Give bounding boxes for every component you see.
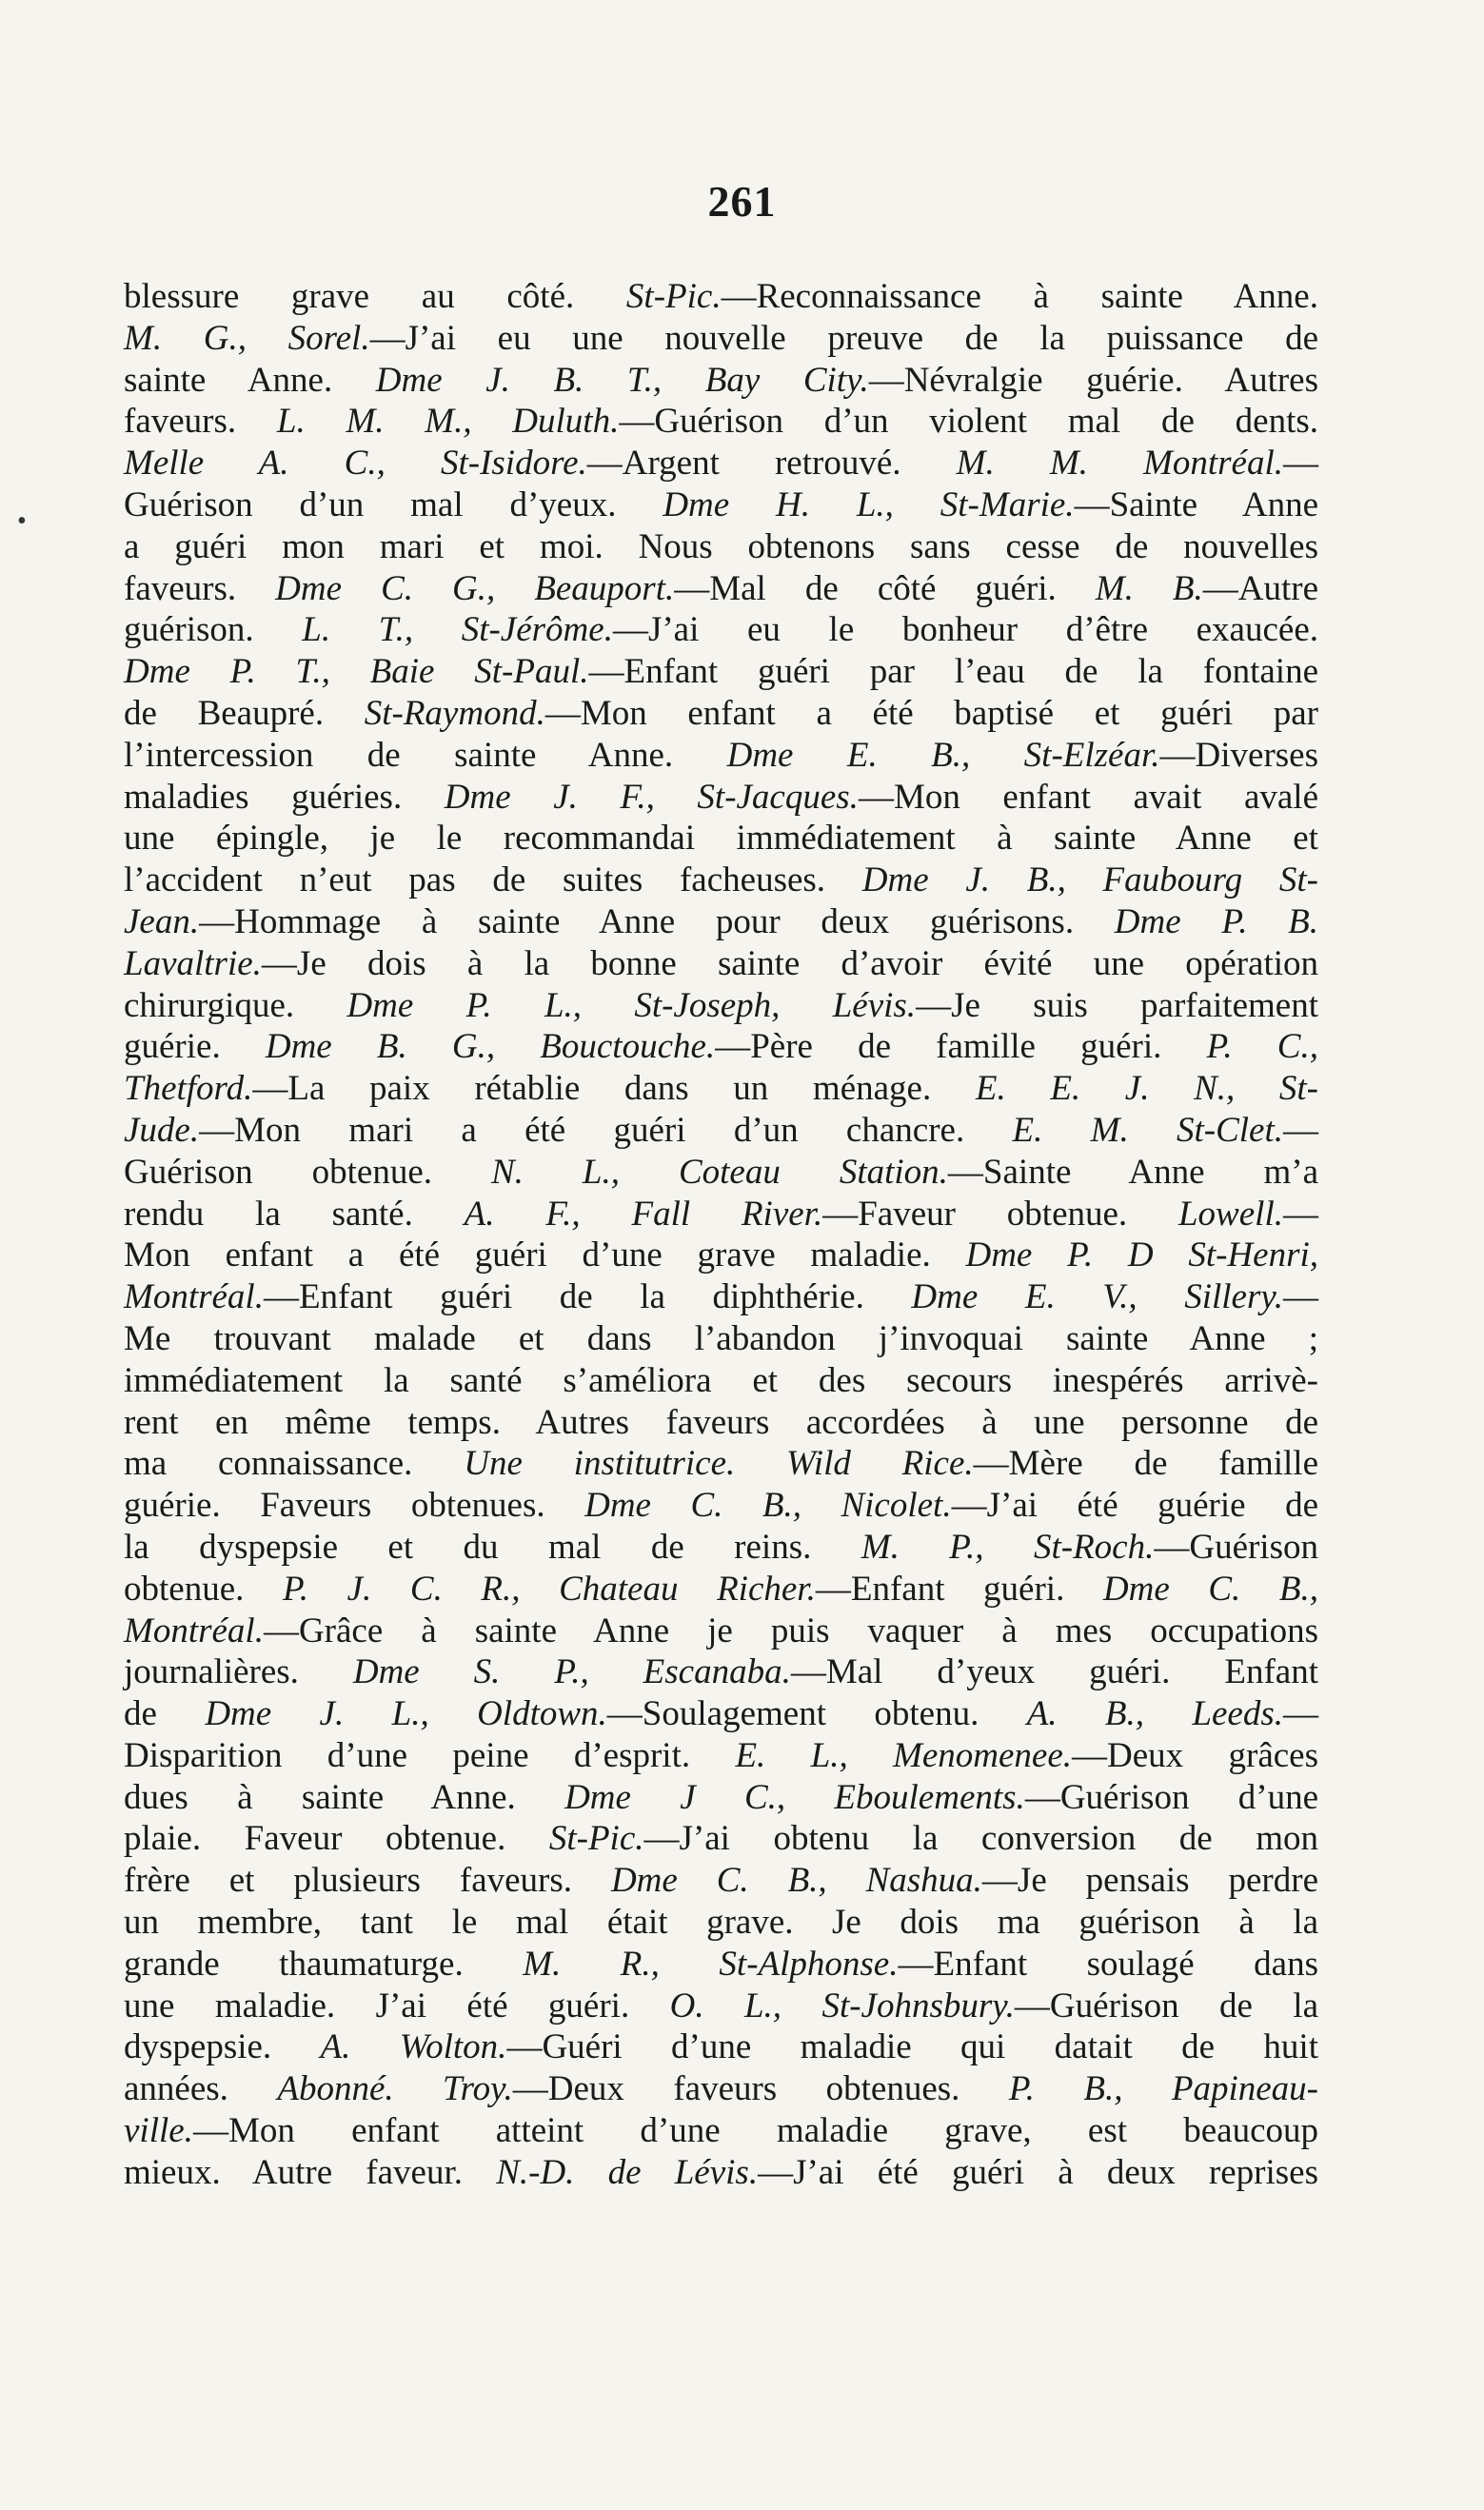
text-segment: —J’ai obtenu la conversion de mon	[643, 1819, 1318, 1859]
italic-reference: Jude.	[124, 1110, 200, 1150]
italic-reference: Lowell.	[1177, 1194, 1283, 1234]
italic-reference: St-Pic.	[625, 277, 722, 316]
italic-reference: Dme H. L., St-Marie.	[663, 484, 1075, 524]
italic-reference: A. Wolton.	[320, 2027, 507, 2067]
text-segment: Mon enfant a été guéri d’une grave maladie.	[124, 1235, 966, 1275]
text-segment: —Deux grâces	[1072, 1735, 1318, 1775]
text-line	[124, 443, 1318, 484]
text-segment: —Sainte Anne m’a	[947, 1152, 1318, 1192]
text-segment: chirurgique.	[124, 985, 347, 1025]
text-segment: rendu la santé.	[124, 1194, 465, 1234]
text-segment: rent en même temps. Autres faveurs accordées à une personne de	[124, 1402, 1318, 1442]
italic-reference: Montréal.	[124, 1277, 264, 1317]
text-segment: —Père de famille guéri.	[715, 1027, 1207, 1067]
text-segment: —J’ai eu le bonheur d’être exaucée.	[612, 610, 1318, 650]
italic-reference: St-Pic.	[548, 1819, 644, 1859]
italic-reference: Melle A. C., St-Isidore.	[124, 444, 587, 484]
italic-reference: E. E. J. N., St-	[975, 1069, 1319, 1109]
italic-reference: L. M. M., Duluth.	[276, 402, 620, 442]
text-segment: —Mon enfant atteint d’une maladie grave, est beaucoup	[192, 2111, 1318, 2151]
italic-reference: Lavaltrie.	[124, 943, 262, 983]
text-segment: —Diverses	[1159, 735, 1318, 775]
text-segment: Guérison obtenue.	[124, 1152, 491, 1192]
italic-reference: Dme E. B., St-Elzéar.	[726, 735, 1160, 775]
text-segment: —Enfant guéri par l’eau de la fontaine	[588, 652, 1319, 692]
text-line	[124, 735, 1318, 777]
text-segment: obtenue.	[124, 1569, 283, 1609]
text-segment: grande thaumaturge.	[124, 1944, 524, 1984]
text-line	[124, 1276, 1318, 1318]
text-line	[124, 1986, 1318, 2027]
text-line	[124, 1026, 1318, 1068]
italic-reference: M. B.	[1095, 568, 1203, 608]
text-line	[124, 1777, 1318, 1819]
text-segment: —Je pensais perdre	[981, 1861, 1318, 1901]
text-line	[124, 1360, 1318, 1402]
text-line	[124, 651, 1318, 693]
text-segment: —Mon mari a été guéri d’un chancre.	[199, 1110, 1013, 1150]
text-line	[124, 276, 1318, 318]
text-segment: guérie.	[124, 1027, 266, 1067]
text-line	[124, 1402, 1318, 1444]
text-segment: —Soulagement obtenu.	[606, 1694, 1027, 1734]
italic-reference: M. R., St-Alphonse.	[523, 1944, 899, 1984]
text-segment: la dyspepsie et du mal de reins.	[124, 1527, 861, 1567]
text-segment: —Argent retrouvé.	[586, 444, 957, 484]
text-line	[124, 1194, 1318, 1235]
text-segment: —Je dois à la bonne sainte d’avoir évité une opération	[261, 943, 1318, 983]
text-line	[124, 777, 1318, 819]
text-segment: —Sainte Anne	[1074, 484, 1318, 524]
italic-reference: Dme J. F., St-Jacques.	[444, 777, 859, 817]
text-line	[124, 401, 1318, 443]
text-segment: Me trouvant malade et dans l’abandon j’invoquai sainte Anne ;	[124, 1318, 1318, 1358]
text-line	[124, 693, 1318, 735]
italic-reference: Dme C. B., Nashua.	[610, 1861, 982, 1901]
italic-reference: Dme C. B., Nicolet.	[584, 1486, 952, 1526]
text-line	[124, 1860, 1318, 1902]
italic-reference: Dme P. T., Baie St-Paul.	[124, 652, 589, 692]
text-segment: —Guéri d’une maladie qui datait de huit	[506, 2027, 1318, 2067]
text-segment: —	[1282, 1194, 1318, 1234]
text-segment: l’intercession de sainte Anne.	[124, 735, 727, 775]
italic-reference: N.-D. de Lévis.	[496, 2152, 759, 2192]
text-segment: —J’ai été guérie de	[951, 1486, 1318, 1526]
text-segment: —La paix rétablie dans un ménage.	[252, 1069, 976, 1109]
text-segment: —Névralgie guérie. Autres	[868, 360, 1318, 400]
italic-reference: Dme J. B., Faubourg St-	[861, 860, 1318, 900]
text-line	[124, 901, 1318, 943]
italic-reference: Thetford.	[124, 1069, 253, 1109]
text-line	[124, 1318, 1318, 1360]
text-line	[124, 943, 1318, 985]
text-segment: années.	[124, 2069, 278, 2109]
text-line	[124, 2026, 1318, 2068]
text-segment: faveurs.	[124, 402, 277, 442]
text-segment: —Reconnaissance à sainte Anne.	[721, 277, 1318, 316]
text-line	[124, 1818, 1318, 1860]
text-segment: —	[1283, 1110, 1318, 1150]
text-line	[124, 1944, 1318, 1986]
text-segment: —	[1283, 444, 1318, 484]
text-segment: de	[124, 1694, 206, 1734]
text-line	[124, 1569, 1318, 1611]
italic-reference: Abonné. Troy.	[277, 2069, 513, 2109]
text-segment: une maladie. J’ai été guéri.	[124, 1986, 670, 2026]
text-segment: —Guérison	[1154, 1527, 1318, 1567]
text-segment: dues à sainte Anne.	[124, 1777, 565, 1817]
text-line	[124, 318, 1318, 360]
italic-reference: P. B., Papineau-	[1008, 2069, 1319, 2109]
text-segment: ma connaissance.	[124, 1444, 465, 1484]
text-line	[124, 568, 1318, 610]
text-line	[124, 860, 1318, 901]
text-segment: —Mon enfant avait avalé	[858, 777, 1318, 817]
italic-reference: E. L., Menomenee.	[735, 1735, 1073, 1775]
text-segment: faveurs.	[124, 568, 276, 608]
text-line	[124, 360, 1318, 402]
text-segment: une épingle, je le recommandai immédiatement à sainte Anne et	[124, 819, 1318, 859]
text-line	[124, 818, 1318, 860]
text-line	[124, 1068, 1318, 1110]
italic-reference: A. F., Fall River.	[464, 1194, 823, 1234]
text-segment: de Beaupré.	[124, 693, 365, 733]
text-segment: immédiatement la santé s’améliora et des secours inespérés arrivè-	[124, 1360, 1318, 1400]
text-segment: —Guérison d’un violent mal de dents.	[619, 402, 1319, 442]
italic-reference: Dme B. G., Bouctouche.	[265, 1027, 716, 1067]
italic-reference: M. M. Montréal.	[956, 444, 1283, 484]
text-segment: —	[1283, 1277, 1318, 1317]
text-segment: guérie. Faveurs obtenues.	[124, 1486, 585, 1526]
text-segment: a guéri mon mari et moi. Nous obtenons sans cesse de nouvelles	[124, 526, 1318, 566]
italic-reference: ville.	[124, 2111, 193, 2151]
text-segment: mieux. Autre faveur.	[124, 2152, 497, 2192]
italic-reference: Dme J. B. T., Bay City.	[375, 360, 869, 400]
italic-reference: L. T., St-Jérôme.	[302, 610, 613, 650]
text-segment: journalières.	[124, 1652, 353, 1692]
italic-reference: Dme E. V., Sillery.	[911, 1277, 1283, 1317]
text-segment: —J’ai été guéri à deux reprises	[758, 2152, 1318, 2192]
italic-reference: P. C.,	[1206, 1027, 1318, 1067]
italic-reference: M. P., St-Roch.	[861, 1527, 1155, 1567]
italic-reference: P. J. C. R., Chateau Richer.	[282, 1569, 816, 1609]
text-line	[124, 1902, 1318, 1944]
italic-reference: Dme C. G., Beauport.	[275, 568, 675, 608]
text-segment: frère et plusieurs faveurs.	[124, 1861, 611, 1901]
body-text	[124, 276, 1318, 2194]
text-segment: —Deux faveurs obtenues.	[512, 2069, 1009, 2109]
text-line	[124, 985, 1318, 1027]
text-line	[124, 1443, 1318, 1485]
text-segment: —Enfant soulagé dans	[898, 1944, 1318, 1984]
text-segment: —Mon enfant a été baptisé et guéri par	[544, 693, 1318, 733]
text-line	[124, 1110, 1318, 1152]
text-segment: Guérison d’un mal d’yeux.	[124, 484, 663, 524]
text-line	[124, 1527, 1318, 1569]
margin-bullet-mark: •	[17, 506, 27, 536]
text-line	[124, 1485, 1318, 1527]
text-segment: guérison.	[124, 610, 303, 650]
italic-reference: M. G., Sorel.	[124, 318, 370, 358]
italic-reference: Dme J C., Eboulements.	[564, 1777, 1025, 1817]
text-segment: —Enfant guéri de la diphthérie.	[263, 1277, 912, 1317]
text-segment: —Enfant guéri.	[815, 1569, 1103, 1609]
text-line	[124, 1693, 1318, 1735]
text-segment: —Autre	[1202, 568, 1318, 608]
italic-reference: St-Raymond.	[364, 693, 545, 733]
italic-reference: Une institutrice. Wild Rice.	[464, 1444, 974, 1484]
text-line	[124, 2152, 1318, 2194]
text-segment: —Faveur obtenue.	[822, 1194, 1178, 1234]
text-line	[124, 484, 1318, 526]
italic-reference: A. B., Leeds.	[1026, 1694, 1283, 1734]
text-segment: —	[1283, 1694, 1318, 1734]
text-segment: —Mère de famille	[973, 1444, 1318, 1484]
text-segment: dyspepsie.	[124, 2027, 321, 2067]
italic-reference: Dme S. P., Escanaba.	[352, 1652, 791, 1692]
text-segment: —Mal d’yeux guéri. Enfant	[790, 1652, 1318, 1692]
text-segment: un membre, tant le mal était grave. Je dois ma guérison à la	[124, 1903, 1318, 1943]
italic-reference: Dme J. L., Oldtown.	[205, 1694, 607, 1734]
text-segment: —Je suis parfaitement	[916, 985, 1318, 1025]
italic-reference: Montréal.	[124, 1611, 264, 1650]
italic-reference: Dme C. B.,	[1102, 1569, 1318, 1609]
italic-reference: N. L., Coteau Station.	[490, 1152, 948, 1192]
text-segment: l’accident n’eut pas de suites facheuses.	[124, 860, 862, 900]
italic-reference: Dme P. B.	[1114, 901, 1318, 941]
text-segment: —J’ai eu une nouvelle preuve de la puissance de	[369, 318, 1318, 358]
page-number: 261	[707, 177, 777, 226]
text-segment: —Grâce à sainte Anne je puis vaquer à mes occupations	[263, 1611, 1318, 1650]
text-line	[124, 2110, 1318, 2152]
italic-reference: Dme P. L., St-Joseph, Lévis.	[346, 985, 917, 1025]
text-segment: blessure grave au côté.	[124, 277, 626, 316]
text-segment: —Guérison de la	[1014, 1986, 1318, 2026]
text-line	[124, 1152, 1318, 1194]
text-segment: plaie. Faveur obtenue.	[124, 1819, 549, 1859]
text-segment: —Guérison d’une	[1024, 1777, 1318, 1817]
text-segment: —Hommage à sainte Anne pour deux guérisons.	[199, 901, 1115, 941]
text-line	[124, 1235, 1318, 1276]
italic-reference: E. M. St-Clet.	[1012, 1110, 1283, 1150]
italic-reference: O. L., St-Johnsbury.	[669, 1986, 1015, 2026]
text-line	[124, 1651, 1318, 1693]
italic-reference: Dme P. D St-Henri,	[965, 1235, 1318, 1275]
text-segment: Disparition d’une peine d’esprit.	[124, 1735, 736, 1775]
italic-reference: Jean.	[124, 901, 200, 941]
text-line	[124, 609, 1318, 651]
text-line	[124, 1611, 1318, 1652]
text-segment: —Mal de côté guéri.	[674, 568, 1096, 608]
text-line	[124, 526, 1318, 568]
text-segment: sainte Anne.	[124, 360, 376, 400]
text-line	[124, 2068, 1318, 2110]
text-line	[124, 1735, 1318, 1777]
text-segment: maladies guéries.	[124, 777, 445, 817]
